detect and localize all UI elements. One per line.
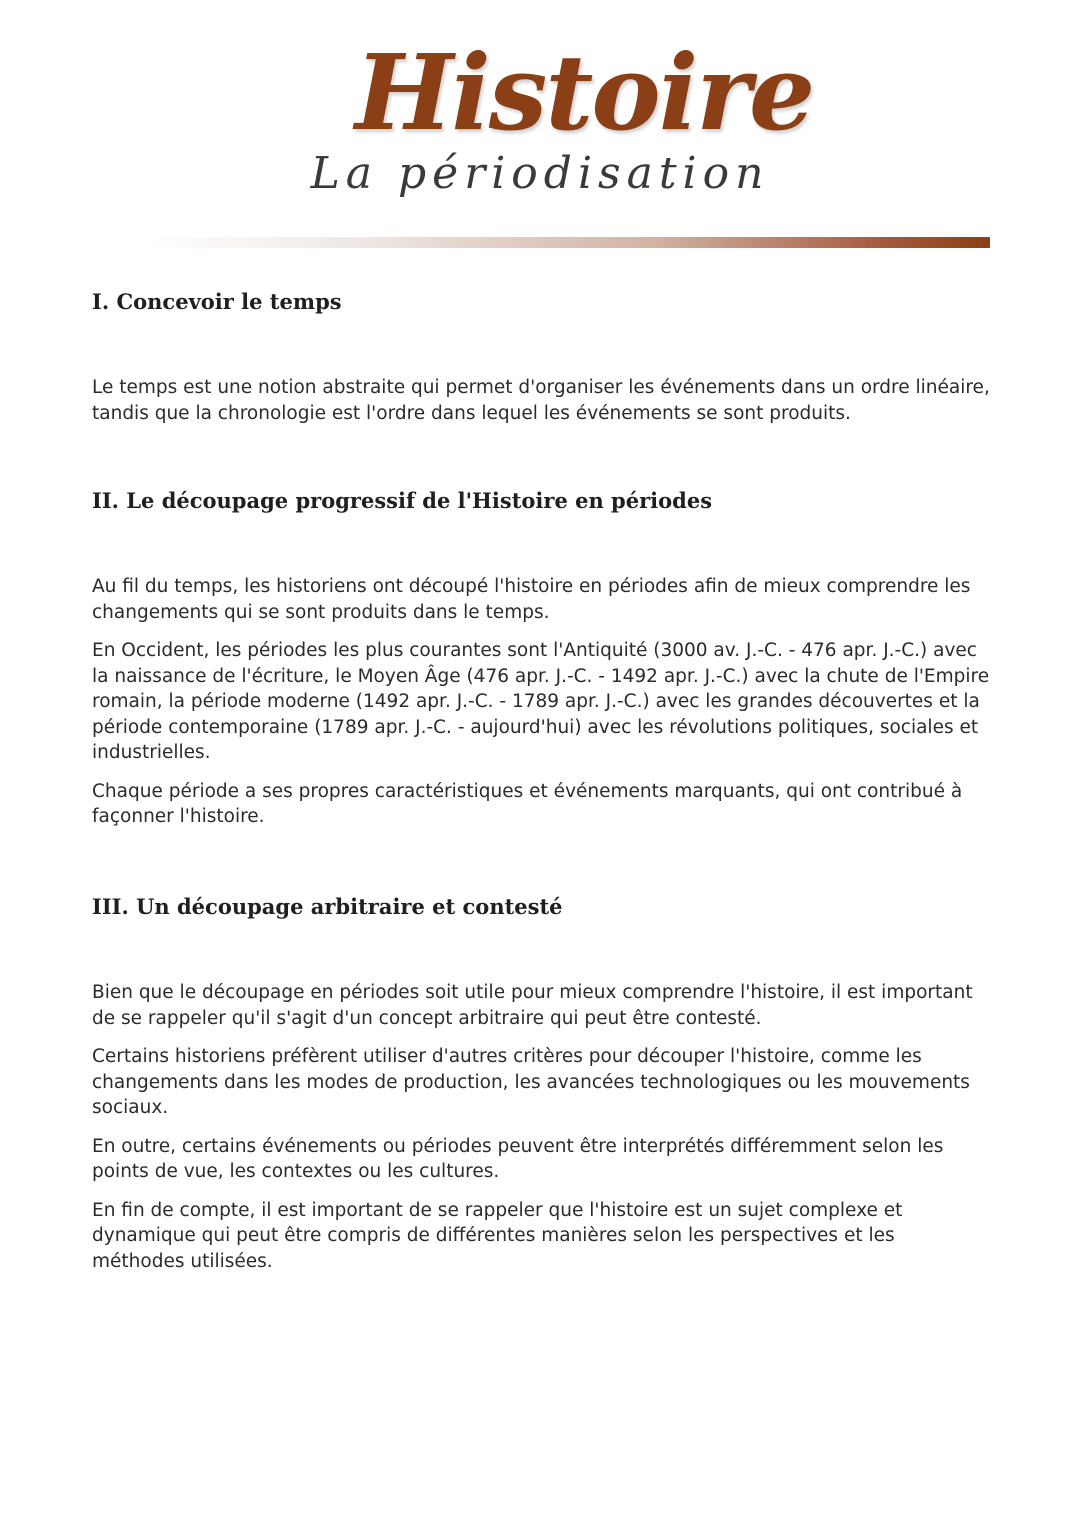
page-header: [0, 0, 1080, 260]
section-body-1: [92, 375, 992, 439]
paragraph: Le temps est une notion abstraite qui permet d'organiser les événements dans un ordre linéaire, tandis que la chronologie est l'ordre dans lequel les événements se sont produits.: [92, 377, 990, 424]
paragraph: En fin de compte, il est important de se rappeler que l'histoire est un sujet complexe et dynamique qui peut être compris de différentes manières selon les perspectives et les méthodes utilisées.: [92, 1199, 903, 1272]
section-body-3: [92, 980, 992, 1287]
section-body-2: [92, 574, 992, 843]
paragraph: Certains historiens préfèrent utiliser d'autres critères pour découper l'histoire, comme les changements dans les modes de production, les avancées technologiques ou les mouvements sociaux.: [92, 1046, 970, 1118]
header-divider: [150, 237, 990, 248]
page-title: Histoire: [355, 31, 814, 154]
paragraph: En outre, certains événements ou périodes peuvent être interprétés différemment selon les points de vue, les contextes ou les cultures.: [92, 1135, 944, 1182]
paragraph: Au fil du temps, les historiens ont découpé l'histoire en périodes afin de mieux comprendre les changements qui se sont produits dans le temps.: [92, 576, 971, 623]
paragraph: En Occident, les périodes les plus courantes sont l'Antiquité (3000 av. J.-C. - 476 apr. J.-C.) avec la naissance de l'écriture, le Moyen Âge (476 apr. J.-C. - 1492 apr. J.-C.) avec la chute de l'Empire romain, la période moderne (1492 apr. J.-C. - 1789 apr. J.-C.) avec les grandes découvertes et la période contemporaine (1789 apr. J.-C. - aujourd'hui) avec les révolutions politiques, sociales et industrielles.: [92, 640, 990, 763]
section-heading-2: II. Le découpage progressif de l'Histoire en périodes: [92, 488, 713, 513]
section-heading-3: III. Un découpage arbitraire et contesté: [92, 894, 563, 919]
paragraph: Bien que le découpage en périodes soit utile pour mieux comprendre l'histoire, il est important de se rappeler qu'il s'agit d'un concept arbitraire qui peut être contesté.: [92, 982, 973, 1029]
page-subtitle: La périodisation: [310, 148, 770, 199]
section-heading-1: I. Concevoir le temps: [92, 289, 342, 314]
paragraph: Chaque période a ses propres caractéristiques et événements marquants, qui ont contribué à façonner l'histoire.: [92, 780, 963, 827]
